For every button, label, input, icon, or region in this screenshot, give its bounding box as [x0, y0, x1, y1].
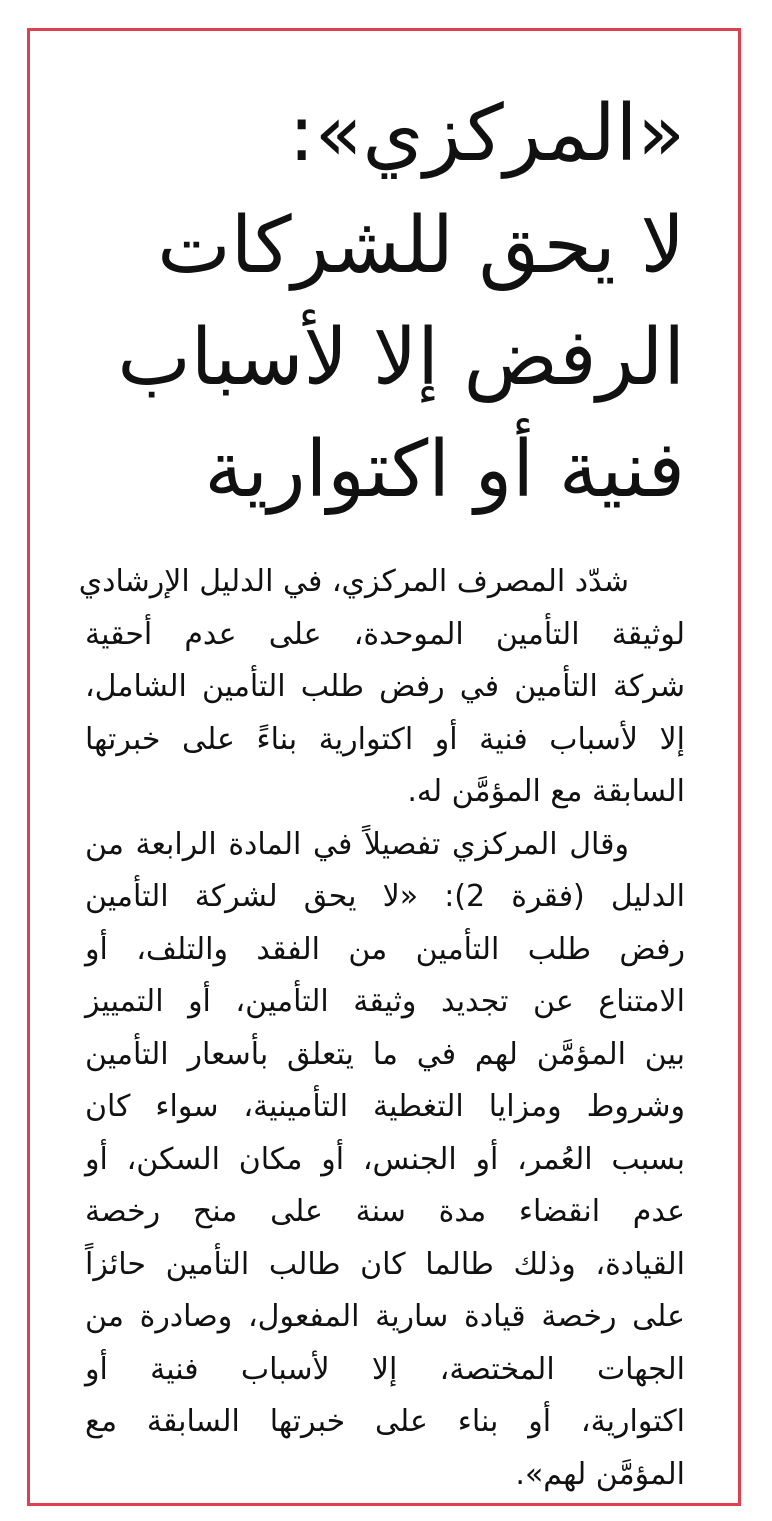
body-line: وقال المركزي تفصيلاً في المادة الرابعة من — [85, 826, 629, 862]
body-line: على رخصة قيادة سارية المفعول، وصادرة من — [85, 1299, 685, 1334]
body-line: المؤمَّن لهم». — [515, 1456, 685, 1492]
body-line: السابقة مع المؤمَّن له. — [407, 774, 685, 809]
article-paragraph-1 — [78, 556, 685, 819]
headline-line: فنية أو اكتوارية — [204, 425, 685, 515]
body-line: إلا لأسباب فنية أو اكتوارية بناءً على خبرتها — [85, 721, 685, 757]
headline-line: الرفض إلا لأسباب — [117, 313, 685, 403]
body-line: شدّد المصرف المركزي، في الدليل الإرشادي — [78, 564, 629, 599]
body-line: عدم انقضاء مدة سنة على منح رخصة — [85, 1194, 685, 1229]
body-line: وشروط ومزايا التغطية التأمينية، سواء كان — [85, 1089, 685, 1124]
headline-line: لا يحق للشركات — [157, 201, 685, 291]
body-line: بسبب العُمر، أو الجنس، أو مكان السكن، أو — [85, 1141, 685, 1177]
body-line: لوثيقة التأمين الموحدة، على عدم أحقية — [85, 616, 685, 652]
body-line: الامتناع عن تجديد وثيقة التأمين، أو التمييز — [85, 984, 685, 1019]
body-line: اكتوارية، أو بناء على خبرتها السابقة مع — [85, 1404, 685, 1439]
body-line: بين المؤمَّن لهم في ما يتعلق بأسعار التأمين — [85, 1036, 685, 1072]
article-paragraph-2 — [85, 819, 685, 1502]
body-line: الدليل (فقرة 2): «لا يحق لشركة التأمين — [85, 879, 686, 914]
body-line: شركة التأمين في رفض طلب التأمين الشامل، — [85, 669, 685, 704]
body-line: القيادة، وذلك طالما كان طالب التأمين حائزاً — [85, 1246, 685, 1282]
headline-line: «المركزي»: — [288, 89, 685, 179]
body-line: الجهات المختصة، إلا لأسباب فنية أو — [85, 1351, 685, 1387]
article-headline — [85, 78, 685, 526]
body-line: رفض طلب التأمين من الفقد والتلف، أو — [85, 931, 685, 967]
article-body — [78, 556, 686, 1501]
